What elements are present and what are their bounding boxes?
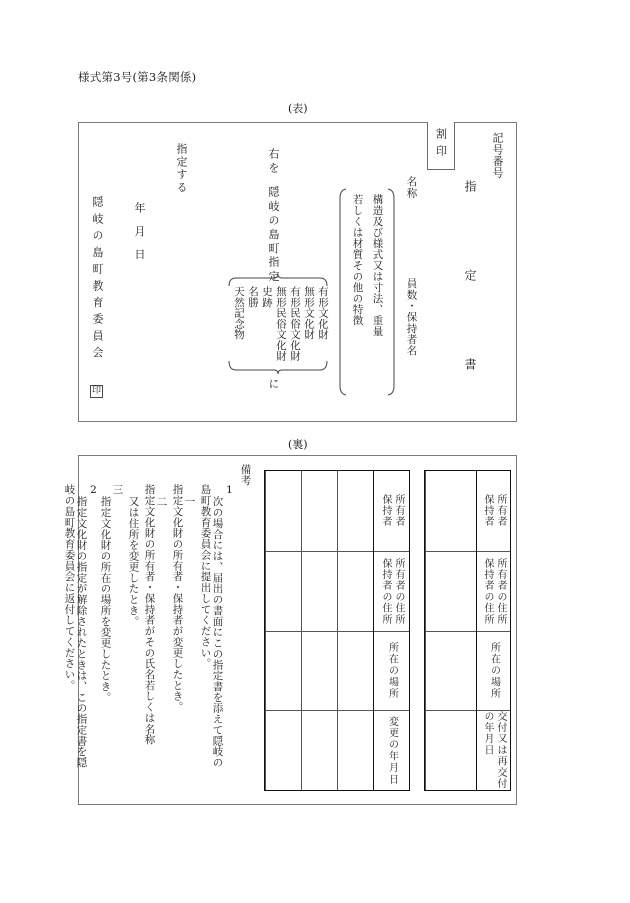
remarks-item-1-line-a: 次の場合には、届出の書面にこの指定書を添えて隠岐の [211,496,224,768]
certificate-title-char-1: 指 [463,180,477,192]
header-cell-owner [380,494,403,528]
table-header-column [373,471,409,790]
structure-description-group [338,186,396,398]
table-cell-blank[interactable] [338,551,373,631]
header-cell-owner-address [380,558,403,625]
header-primary: 所有者 [495,494,506,528]
front-side-label: (表) [288,102,308,115]
table-cell-blank[interactable] [266,551,301,631]
remarks-title: 備考 [239,464,252,486]
warikkan-seal-cell [427,122,455,170]
property-type-0: 有形文化財 [317,286,329,340]
property-type-5: 名勝 [247,286,259,308]
structure-description-line-1: 構造及び様式又は寸法、重量 [371,194,384,337]
table-entry-column[interactable] [301,471,337,790]
property-type-6: 天然記念物 [233,286,245,340]
header-cell-location: 所在の場所 [488,641,500,700]
table-cell-blank[interactable] [338,710,373,790]
property-type-2: 有形民俗文化財 [289,286,301,361]
table-row [477,631,510,711]
header-cell-owner-address [482,558,505,625]
remarks-item-2-line-a: 指定文化財の指定が解除されたときは、この指定書を隠 [75,496,88,768]
table-row [374,710,409,790]
header-primary: 所有者 [393,494,404,528]
certificate-title-char-2: 定 [463,269,477,281]
table-cell-blank[interactable] [266,471,301,551]
property-type-4: 史跡 [261,286,273,308]
remarks-item-1-line-b: 島町教育委員会に提出してください。 [199,484,212,669]
table-cell-blank[interactable] [426,551,476,631]
field-label-name: 名称 [405,176,418,199]
table-row [477,710,510,790]
remarks-sub-1-text: 指定文化財の所有者・保持者が変更したとき。 [171,484,184,713]
table-row [374,551,409,631]
table-cell-blank[interactable] [302,471,337,551]
header-secondary: の年月日 [482,711,493,757]
header-secondary: 保持者 [380,494,391,528]
remarks-section [63,462,258,792]
table-cell-blank[interactable] [426,710,476,790]
remarks-sub-2-line-b: 又は住所を変更したとき。 [127,496,140,627]
ni-particle: に [267,378,280,389]
table-cell-blank[interactable] [266,631,301,711]
date-blank-line: 年月日 [133,202,146,272]
table-row [477,551,510,631]
designate-statement: 指定する [175,143,188,195]
header-cell-change-date: 変更の年月日 [386,715,398,786]
property-type-3: 無形民俗文化財 [275,286,287,361]
change-record-table [264,470,410,791]
header-cell-location: 所在の場所 [386,641,398,700]
remarks-sub-2-index: 二 [155,496,168,507]
header-secondary: 保持者の住所 [482,557,493,625]
header-secondary: 保持者の住所 [380,557,391,625]
table-row [374,631,409,711]
table-entry-column[interactable] [337,471,373,790]
committee-seal-mark: 印 [91,386,101,396]
migi-wo-text: 右を [267,148,280,176]
table-cell-blank[interactable] [338,631,373,711]
certificate-title [464,180,476,370]
remarks-item-2-number: 2 [87,484,100,497]
remarks-sub-1-index: 一 [183,496,196,507]
table-cell-blank[interactable] [266,710,301,790]
form-number-heading: 様式第3号(第3条関係) [78,70,197,84]
table-cell-blank[interactable] [338,471,373,551]
kigo-bango-label: 記号番号 [491,132,504,179]
vertical-brace-icon [338,186,396,398]
table-entry-column[interactable] [265,471,301,790]
table-cell-blank[interactable] [302,551,337,631]
property-type-1: 無形文化財 [303,286,315,340]
back-side-label: (裏) [288,438,308,451]
remarks-item-1-number: 1 [223,484,236,497]
field-label-quantity-holder: 員数・保持者名 [405,278,418,356]
remarks-sub-3-text: 指定文化財の所在の場所を変更したとき。 [99,496,112,703]
table-row [477,471,510,551]
remarks-item-2-line-b: 岐の島町教育委員会に返付してください。 [63,484,76,691]
designation-word: 指定 [267,256,280,285]
table-cell-blank[interactable] [426,631,476,711]
table-cell-blank[interactable] [302,710,337,790]
brace-down-icon [228,360,328,375]
header-primary: 交付又は再交付 [495,711,506,790]
table-cell-blank[interactable] [426,471,476,551]
header-secondary: 保持者 [482,494,493,528]
issuance-record-table [424,470,511,791]
table-row [374,471,409,551]
header-cell-owner [482,494,505,528]
header-primary: 所有者の住所 [495,557,506,625]
warikkan-label: 割印 [434,128,448,163]
municipality-name: 隠岐の島町 [267,186,280,257]
certificate-title-char-3: 書 [463,358,477,370]
header-primary: 所有者の住所 [393,557,404,625]
header-cell-issue-date [482,711,505,789]
remarks-sub-2-line-a: 指定文化財の所有者・保持者がその氏名若しくは名称 [143,484,156,745]
table-entry-column[interactable] [425,471,476,790]
table-cell-blank[interactable] [302,631,337,711]
cultural-property-type-list [229,286,328,362]
remarks-sub-3-index: 三 [111,484,124,495]
issuing-committee: 隠岐の島町教育委員会 [91,196,104,364]
structure-description-line-2: 若しくは材質その他の特徴 [351,194,364,326]
table-header-column [476,471,510,790]
